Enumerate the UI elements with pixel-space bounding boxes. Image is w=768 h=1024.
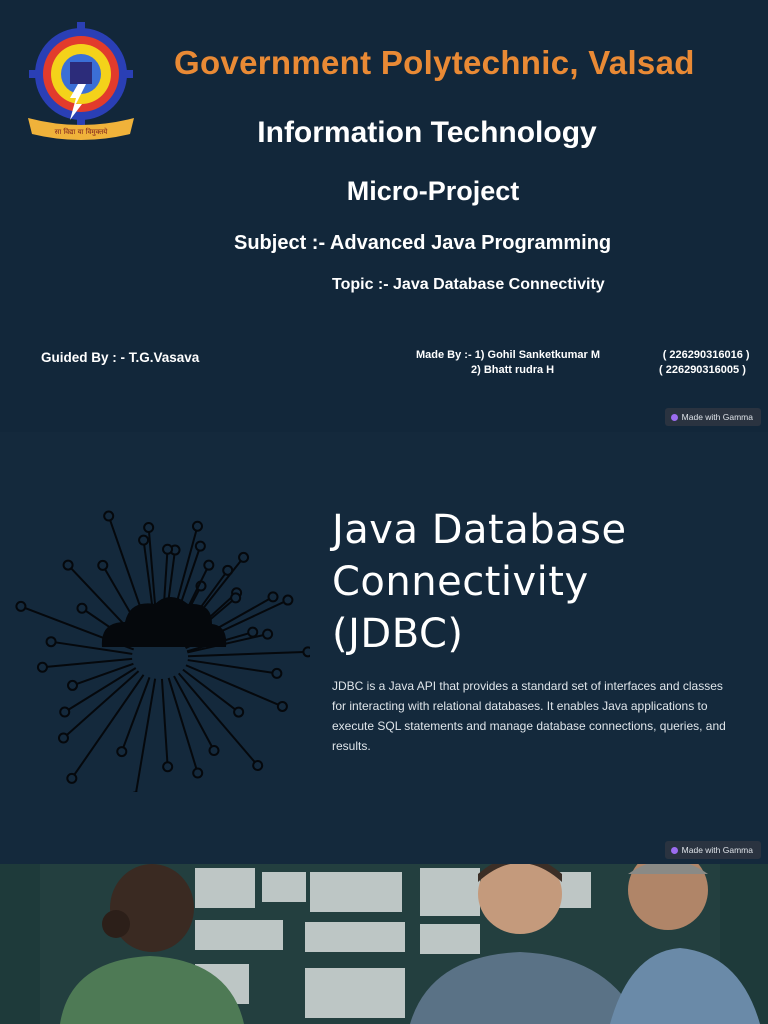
- member-id: ( 226290316016 ): [662, 349, 750, 361]
- guided-by: Guided By : - T.G.Vasava: [41, 350, 200, 365]
- gamma-icon: [671, 847, 678, 854]
- made-with-gamma-badge[interactable]: [665, 841, 761, 859]
- member-id: ( 226290316005 ): [659, 364, 746, 376]
- member-row: [416, 363, 750, 378]
- team-whiteboard-photo: [0, 864, 768, 1024]
- topic-line: Topic :- Java Database Connectivity: [332, 276, 605, 293]
- member-row: [416, 348, 750, 363]
- jdbc-slide: [0, 432, 768, 864]
- member-name: 1) Gohil Sanketkumar M: [474, 349, 600, 361]
- made-by-block: [416, 348, 750, 378]
- made-with-gamma-badge[interactable]: [665, 408, 761, 426]
- subject-line: Subject :- Advanced Java Programming: [234, 232, 612, 254]
- made-by-label: Made By :-: [416, 349, 475, 361]
- department-title: Information Technology: [257, 116, 597, 149]
- college-name: Government Polytechnic, Valsad: [174, 44, 695, 81]
- badge-label: Made with Gamma: [681, 845, 753, 855]
- badge-label: Made with Gamma: [681, 412, 753, 422]
- jdbc-description: JDBC is a Java API that provides a standard set of interfaces and classes for interacting with relational databases. It enables Java applications to execute SQL statements and manage database connections, queries, and results.: [332, 679, 726, 753]
- project-type: Micro-Project: [346, 176, 520, 206]
- gamma-icon: [671, 414, 678, 421]
- title-slide: [0, 0, 768, 432]
- svg-text:सा विद्या या विमुक्तये: सा विद्या या विमुक्तये: [54, 128, 108, 136]
- member-name: 2) Bhatt rudra H: [471, 364, 555, 376]
- title-line: Connectivity: [332, 559, 589, 605]
- title-line: (JDBC): [332, 611, 464, 657]
- title-line: Java Database: [332, 507, 627, 553]
- cloud-network-icon: [0, 492, 310, 792]
- jdbc-title: [332, 504, 752, 660]
- team-photo-slide: [0, 864, 768, 1024]
